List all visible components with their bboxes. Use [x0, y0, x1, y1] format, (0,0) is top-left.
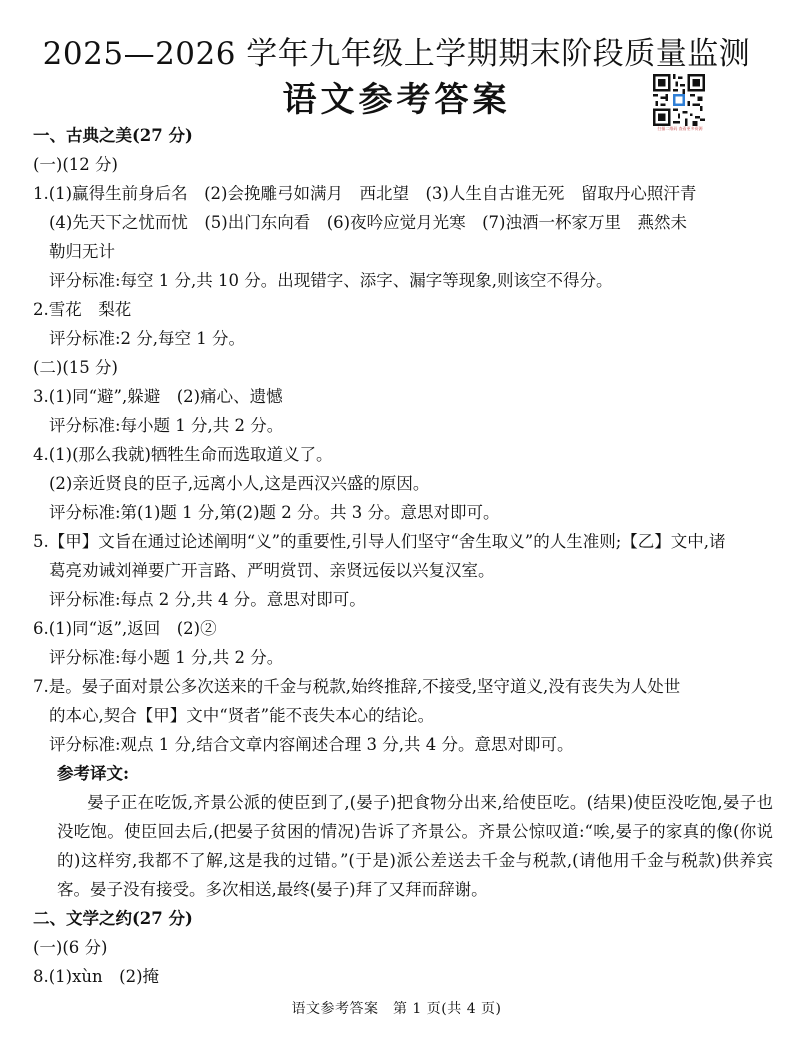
- answer-line: 5.【甲】文旨在通过论述阐明“义”的重要性,引导人们坚守“舍生取义”的人生准则;【乙】文中,诸: [33, 532, 726, 551]
- answer-line: 2.雪花 梨花: [33, 300, 132, 319]
- page-footer: 语文参考答案 第 1 页(共 4 页): [291, 1001, 502, 1017]
- scoring-criteria: 评分标准:每空 1 分,共 10 分。出现错字、添字、漏字等现象,则该空不得分。: [49, 271, 613, 290]
- answer-line: 4.(1)(那么我就)牺牲生命而选取道义了。: [33, 445, 333, 464]
- answer-line: (2)亲近贤良的臣子,远离小人,这是西汉兴盛的原因。: [49, 474, 430, 493]
- answer-line: 1.(1)赢得生前身后名 (2)会挽雕弓如满月 西北望 (3)人生自古谁无死 留取丹心照汗青: [33, 184, 697, 203]
- section-heading: 二、文学之约(27 分): [33, 909, 193, 928]
- qr-code-icon[interactable]: [653, 74, 705, 126]
- answer-line: 3.(1)同“避”,躲避 (2)痛心、遗憾: [33, 387, 283, 406]
- scoring-criteria: 评分标准:每小题 1 分,共 2 分。: [49, 648, 284, 667]
- scoring-criteria: 评分标准:每点 2 分,共 4 分。意思对即可。: [49, 590, 366, 609]
- answer-line: (4)先天下之忧而忧 (5)出门东向看 (6)夜吟应觉月光寒 (7)浊酒一杯家万里 燕然未: [49, 213, 687, 232]
- reference-translation-title: 参考译文:: [57, 764, 130, 783]
- qr-caption: 扫描二维码 查看更多资源: [657, 126, 703, 131]
- scoring-criteria: 评分标准:观点 1 分,结合文章内容阐述合理 3 分,共 4 分。意思对即可。: [49, 735, 574, 754]
- scoring-criteria: 评分标准:每小题 1 分,共 2 分。: [49, 416, 284, 435]
- reference-translation: [33, 788, 773, 904]
- section-heading: 一、古典之美(27 分): [33, 126, 193, 145]
- reference-translation-text: 晏子正在吃饭,齐景公派的使臣到了,(晏子)把食物分出来,给使臣吃。(结果)使臣没吃饱,晏子也没吃饱。使臣回去后,(把晏子贫困的情况)告诉了齐景公。齐景公惊叹道:“唉,晏子的家真的像(你说的)这样穷,我都不了解,这是我的过错。”(于是)派公差送去千金与税款,(请他用千金与税款)供养宾客。晏子没有接受。多次相送,最终(晏子)拜了又拜而辞谢。: [57, 793, 773, 899]
- answer-line: 8.(1)xùn (2)掩: [33, 967, 160, 986]
- exam-title: 2025—2026 学年九年级上学期期末阶段质量监测: [42, 36, 751, 72]
- answer-key-title: 语文参考答案: [282, 80, 511, 120]
- answer-line: 勒归无计: [49, 242, 115, 261]
- scoring-criteria: 评分标准:2 分,每空 1 分。: [49, 329, 246, 348]
- answer-line: 的本心,契合【甲】文中“贤者”能不丧失本心的结论。: [49, 706, 435, 725]
- subsection-heading: (一)(12 分): [33, 155, 118, 174]
- subsection-heading: (二)(15 分): [33, 358, 118, 377]
- answer-line: 葛亮劝诫刘禅要广开言路、严明赏罚、亲贤远佞以兴复汉室。: [49, 561, 495, 580]
- answer-line: 7.是。晏子面对景公多次送来的千金与税款,始终推辞,不接受,坚守道义,没有丧失为人处世: [33, 677, 681, 696]
- subsection-heading: (一)(6 分): [33, 938, 108, 957]
- answer-content: [33, 121, 773, 991]
- scoring-criteria: 评分标准:第(1)题 1 分,第(2)题 2 分。共 3 分。意思对即可。: [49, 503, 500, 522]
- answer-line: 6.(1)同“返”,返回 (2)②: [33, 619, 217, 638]
